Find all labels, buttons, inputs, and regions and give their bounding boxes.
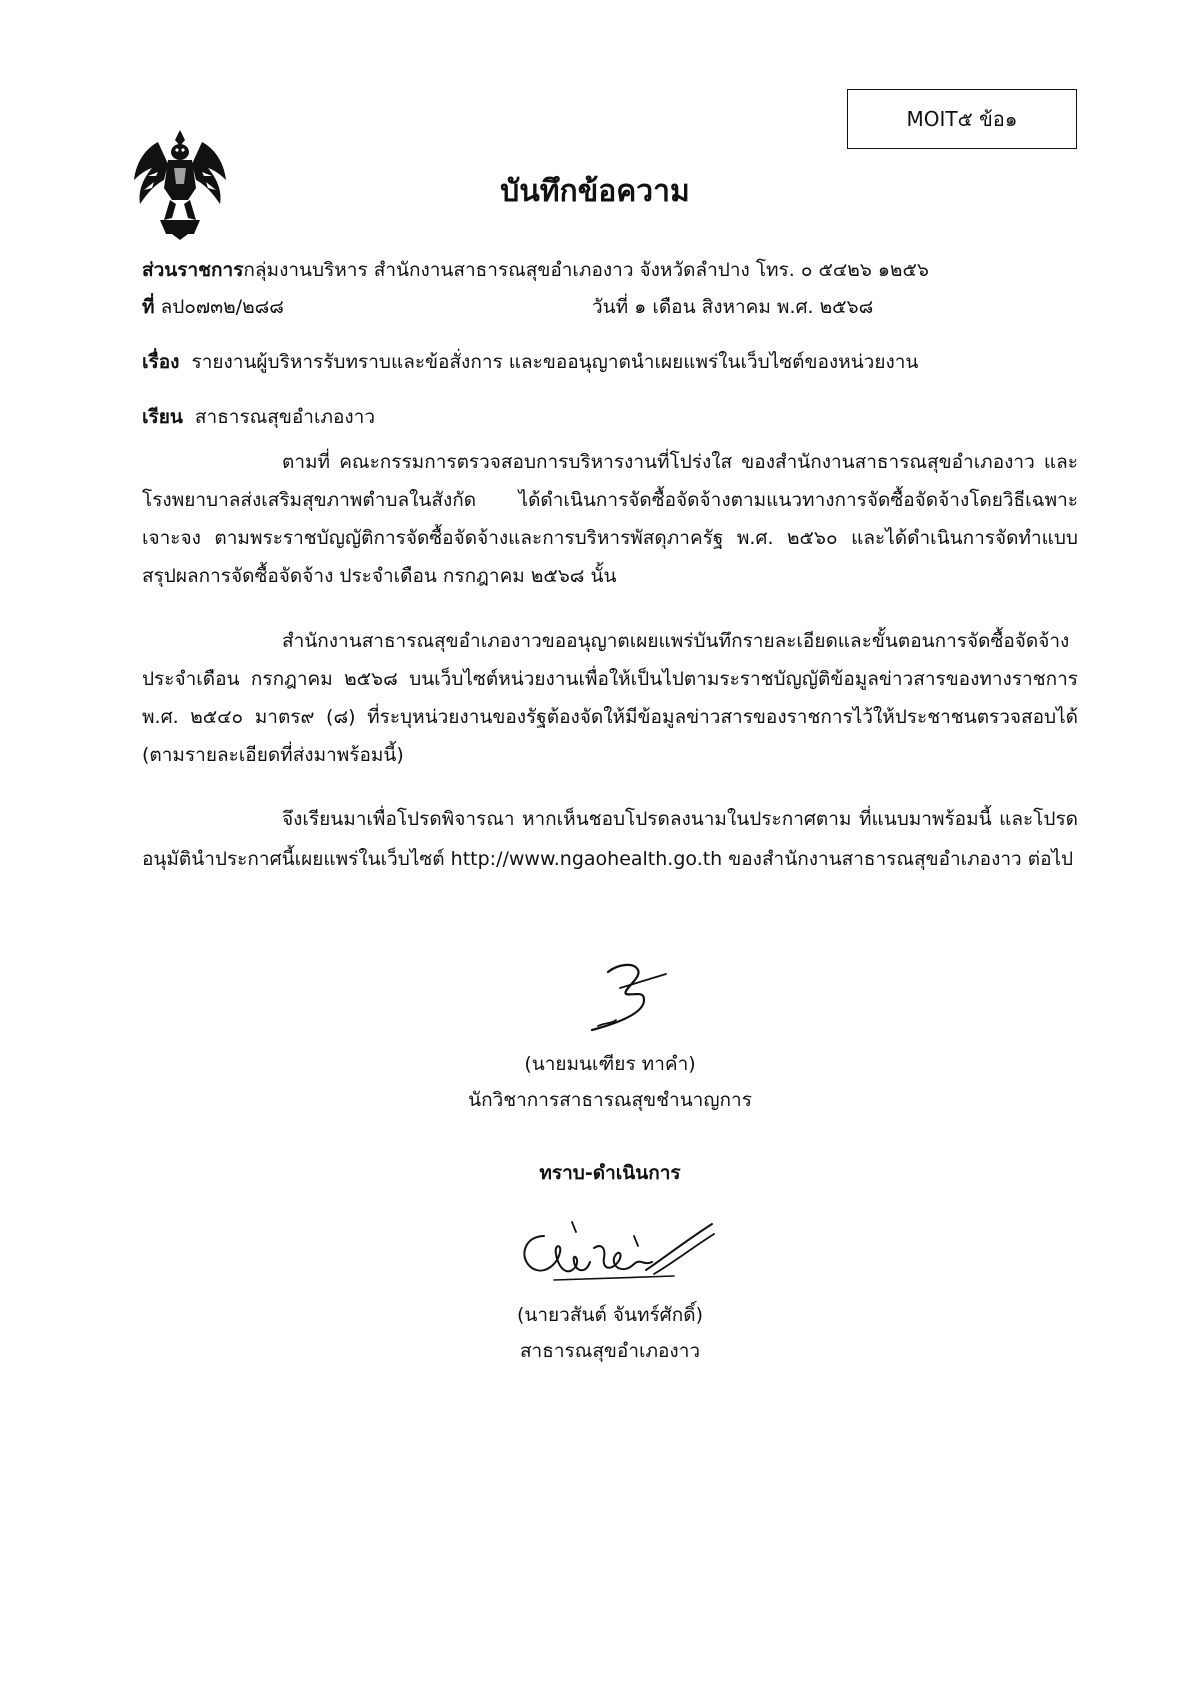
body-paragraph-2-text: สำนักงานสาธารณสุขอำเภองาวขออนุญาตเผยแพร่บันทึกรายละเอียดและขั้นตอนการจัดซื้อจัดจ้าง ประจำเดือน กรกฎาคม ๒๕๖๘ บนเว็บไซต์หน่วยงานเพื่อให้เป็นไปตามระราชบัญญัติข้อมูลข่าวสารของทางราชการ พ.ศ. ๒๕๔๐ มาตร๙ (๘) ที่ระบุหน่วยงานของรัฐต้องจัดให้มีข้อมูลข่าวสารของราชการไว้ให้ประชาชนตรวจสอบได้ (ตามรายละเอียดที่ส่งมาพร้อมนี้) <box>142 630 1078 766</box>
signer-1-position: นักวิชาการสาธารณสุขชำนาญการ <box>468 1089 752 1111</box>
subject-value: รายงานผู้บริหารรับทราบและข้อสั่งการ และขออนุญาตนำเผยแพร่ในเว็บไซต์ของหน่วยงาน <box>191 351 919 373</box>
recipient-value: สาธารณสุขอำเภองาว <box>194 406 375 428</box>
memo-date: วันที่ ๑ เดือน สิงหาคม พ.ศ. ๒๕๖๘ <box>592 296 874 318</box>
approval-text: ทราบ-ดำเนินการ <box>539 1162 681 1184</box>
signer-2-name: (นายวสันต์ จันทร์ศักดิ์) <box>516 1304 703 1326</box>
recipient-label: เรียน <box>142 406 183 428</box>
signature-1-image <box>586 960 676 1035</box>
memo-title: บันทึกข้อความ <box>500 174 690 209</box>
subject-line <box>142 347 918 377</box>
signer-1-name: (นายมนเฑียร ทาคำ) <box>524 1053 696 1075</box>
reference-number-label: ที่ <box>142 296 155 318</box>
recipient-line <box>142 402 375 432</box>
body-paragraph-1-text: ตามที่ คณะกรรมการตรวจสอบการบริหารงานที่โปร่งใส ของสำนักงานสาธารณสุขอำเภองาว และโรงพยาบาลส่งเสริมสุขภาพตำบลในสังกัด ได้ดำเนินการจัดซื้อจัดจ้างตามแนวทางการจัดซื้อจัดจ้างโดยวิธีเฉพาะเจาะจง ตามพระราชบัญญัติการจัดซื้อจัดจ้างและการบริหารพัสดุภาครัฐ พ.ศ. ๒๕๖๐ และได้ดำเนินการจัดทำแบบสรุปผลการจัดซื้อจัดจ้าง ประจำเดือน กรกฎาคม ๒๕๖๘ นั้น <box>142 451 1078 587</box>
agency-line <box>142 255 929 285</box>
body-paragraph-3-text: จึงเรียนมาเพื่อโปรดพิจารณา หากเห็นชอบโปรดลงนามในประกาศตาม ที่แนบมาพร้อมนี้ และโปรดอนุมัตินำประกาศนี้เผยแพร่ในเว็บไซต์ http://www.ngaohealth.go.th ของสำนักงานสาธารณสุขอำเภองาว ต่อไป <box>142 808 1078 870</box>
reference-code: MOIT๕ ข้อ๑ <box>906 107 1018 131</box>
agency-value: กลุ่มงานบริหาร สำนักงานสาธารณสุขอำเภองาว จังหวัดลำปาง โทร. ๐ ๕๔๒๖ ๑๒๕๖ <box>243 259 929 281</box>
body-paragraph-2 <box>142 622 1078 774</box>
subject-label: เรื่อง <box>142 351 180 373</box>
body-paragraph-3 <box>142 799 1078 879</box>
reference-number-line <box>142 292 284 322</box>
reference-number-value: ลป๐๗๓๒/๒๘๘ <box>160 296 284 318</box>
body-paragraph-1 <box>142 443 1078 595</box>
signer-2-position: สาธารณสุขอำเภองาว <box>519 1340 701 1362</box>
agency-label: ส่วนราชการ <box>142 259 244 281</box>
signature-2-image <box>514 1218 720 1290</box>
reference-code-box <box>847 89 1077 149</box>
